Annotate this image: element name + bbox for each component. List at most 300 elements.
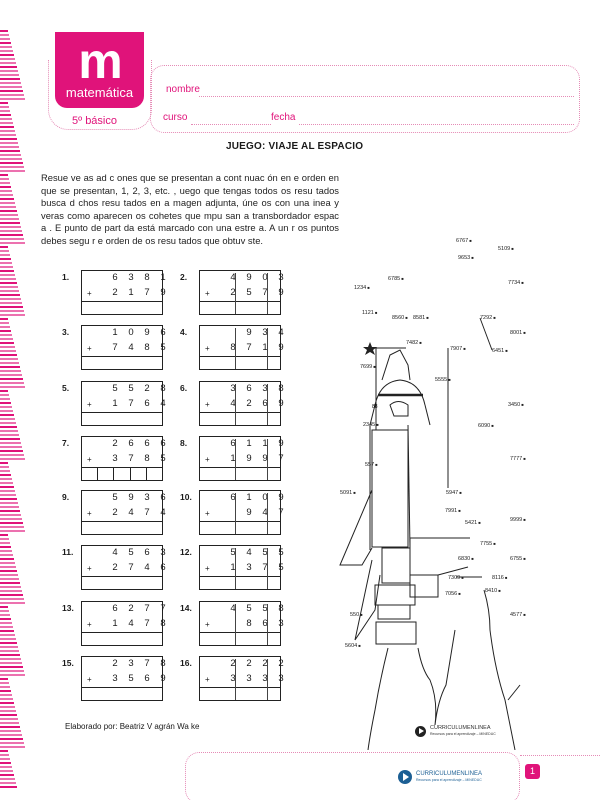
strip-line — [0, 214, 18, 216]
strip-line — [0, 354, 17, 356]
addend-top — [82, 602, 166, 617]
footer-divider — [520, 755, 600, 756]
digit: 6 — [160, 492, 166, 503]
answer-field[interactable] — [82, 688, 162, 701]
digit: 6 — [262, 398, 268, 409]
connect-dot[interactable] — [365, 462, 378, 468]
digit: 7 — [262, 287, 268, 298]
strip-line — [0, 414, 14, 416]
place-value-guide — [235, 659, 236, 700]
addend-top — [200, 546, 284, 561]
digit: 6 — [160, 562, 166, 573]
strip-line — [0, 706, 15, 708]
plus-sign: + — [205, 344, 210, 353]
connect-dot[interactable] — [458, 255, 474, 261]
strip-line — [0, 514, 21, 516]
dot-marker-icon: ■ — [522, 612, 526, 617]
digit: 7 — [128, 562, 134, 573]
strip-line — [0, 558, 14, 560]
strip-line — [0, 62, 16, 64]
addend-top — [82, 546, 166, 561]
strip-line — [0, 646, 18, 648]
addend-bottom — [200, 672, 284, 687]
connect-dot[interactable] — [508, 280, 524, 286]
strip-line — [0, 502, 18, 504]
place-value-guide — [235, 493, 236, 534]
strip-line — [0, 554, 13, 556]
strip-line — [0, 478, 12, 480]
dot-marker-icon: ■ — [468, 238, 472, 243]
answer-cell[interactable] — [98, 468, 114, 481]
strip-line — [0, 618, 11, 620]
strip-line — [0, 526, 24, 528]
strip-line — [0, 486, 14, 488]
problem-number: 14. — [180, 603, 192, 613]
strip-line — [0, 642, 17, 644]
digit: 7 — [278, 453, 284, 464]
dot-number: 4577 — [510, 612, 523, 618]
digit: 5 — [246, 287, 252, 298]
connect-dot[interactable] — [458, 556, 474, 562]
digit: 5 — [262, 547, 268, 558]
digit: 5 — [128, 383, 134, 394]
answer-field[interactable] — [82, 357, 162, 370]
strip-line — [0, 470, 10, 472]
dot-number: 8581 — [413, 315, 426, 321]
dot-marker-icon: ■ — [359, 612, 363, 617]
plus-sign: + — [87, 620, 92, 629]
play-circle-icon — [398, 770, 412, 784]
dot-marker-icon: ■ — [492, 541, 496, 546]
strip-line — [0, 74, 19, 76]
strip-line — [0, 734, 22, 736]
strip-line — [0, 430, 18, 432]
name-label: nombre — [166, 84, 200, 95]
problem-number: 10. — [180, 492, 192, 502]
strip-line — [0, 538, 9, 540]
digit: 4 — [128, 507, 134, 518]
digit: 9 — [278, 287, 284, 298]
dot-number: 5421 — [465, 520, 478, 526]
dot-marker-icon: ■ — [522, 556, 526, 561]
answer-field[interactable] — [200, 357, 280, 370]
dot-number: 5109 — [498, 246, 511, 252]
strip-line — [0, 234, 23, 236]
connect-dot[interactable] — [388, 276, 404, 282]
strip-line — [0, 602, 25, 604]
name-field[interactable] — [199, 96, 574, 97]
footer-curriculum-logo[interactable] — [398, 770, 482, 784]
dot-number: 7755 — [480, 541, 493, 547]
connect-dot[interactable] — [446, 490, 462, 496]
strip-line — [0, 410, 13, 412]
answer-cell[interactable] — [82, 468, 98, 481]
digit: 2 — [278, 658, 284, 669]
strip-line — [0, 610, 9, 612]
answer-field[interactable] — [82, 522, 162, 535]
problem-box — [199, 545, 284, 590]
dot-number: 8116 — [492, 575, 504, 581]
digit: 9 — [246, 453, 252, 464]
plus-sign: + — [87, 289, 92, 298]
plus-sign: + — [205, 675, 210, 684]
connect-dot[interactable] — [510, 556, 526, 562]
dot-number: 6755 — [510, 556, 523, 562]
strip-line — [0, 694, 12, 696]
strip-line — [0, 106, 9, 108]
connect-dot[interactable] — [413, 315, 429, 321]
curriculum-subtitle: Recursos para el aprendizaje – MINEDUC — [430, 732, 496, 736]
addend-top — [82, 437, 166, 452]
addend-bottom — [82, 617, 166, 632]
digit: 3 — [278, 673, 284, 684]
dot-marker-icon: ■ — [470, 255, 474, 260]
problem-number: 7. — [62, 438, 70, 448]
addend-top — [200, 491, 284, 506]
digit: 1 — [160, 272, 166, 283]
date-field[interactable] — [299, 124, 574, 125]
answer-field[interactable] — [200, 688, 280, 701]
answer-field[interactable] — [200, 633, 280, 646]
course-field[interactable] — [191, 124, 271, 125]
strip-line — [0, 674, 25, 676]
connect-dot[interactable] — [350, 612, 363, 618]
digit: 8 — [230, 342, 236, 353]
answer-field[interactable] — [200, 577, 280, 590]
dot-marker-icon: ■ — [447, 377, 451, 382]
strip-line — [0, 570, 17, 572]
digit: 3 — [230, 673, 236, 684]
problem-number: 13. — [62, 603, 74, 613]
digit: 0 — [262, 272, 268, 283]
strip-line — [0, 154, 21, 156]
connect-dot[interactable] — [510, 330, 526, 336]
matematica-logo — [55, 32, 144, 108]
strip-line — [0, 434, 19, 436]
strip-line — [0, 258, 11, 260]
strip-line — [0, 650, 19, 652]
connect-dot[interactable] — [456, 238, 472, 244]
strip-line — [0, 614, 10, 616]
dot-marker-icon: ■ — [374, 462, 378, 467]
digit: 3 — [112, 673, 118, 684]
digit: 6 — [144, 398, 150, 409]
strip-line — [0, 194, 13, 196]
place-value-guide — [267, 659, 268, 700]
strip-line — [0, 282, 17, 284]
answer-cell[interactable] — [114, 468, 130, 481]
connect-dot[interactable] — [480, 541, 496, 547]
answer-field[interactable] — [200, 522, 280, 535]
dot-number: 8410 — [485, 588, 498, 594]
digit: 3 — [230, 383, 236, 394]
strip-line — [0, 70, 18, 72]
strip-line — [0, 506, 19, 508]
digit: 8 — [160, 383, 166, 394]
answer-field[interactable] — [200, 468, 280, 481]
connect-dot[interactable] — [392, 315, 408, 321]
strip-line — [0, 682, 9, 684]
plus-sign: + — [205, 400, 210, 409]
digit: 9 — [160, 287, 166, 298]
digit: 8 — [144, 453, 150, 464]
dot-number: 3450 — [508, 402, 521, 408]
digit: 2 — [246, 398, 252, 409]
strip-line — [0, 678, 8, 680]
strip-line — [0, 566, 16, 568]
place-value-guide — [235, 439, 236, 480]
digit: 4 — [230, 272, 236, 283]
problem-number: 15. — [62, 658, 74, 668]
answer-field[interactable] — [200, 413, 280, 426]
strip-line — [0, 366, 20, 368]
digit: 7 — [144, 507, 150, 518]
connect-dot[interactable] — [354, 285, 370, 291]
dot-marker-icon: ■ — [490, 423, 494, 428]
digit: 7 — [144, 618, 150, 629]
strip-line — [0, 770, 13, 772]
strip-line — [0, 314, 25, 316]
connect-dot[interactable] — [485, 588, 501, 594]
digit: 4 — [160, 507, 166, 518]
rocket-nose-label: 88 — [372, 404, 378, 410]
dot-number: 550 — [350, 612, 360, 618]
digit: 1 — [128, 287, 134, 298]
plus-sign: + — [205, 509, 210, 518]
connect-dot[interactable] — [510, 456, 526, 462]
strip-line — [0, 438, 20, 440]
plus-sign: + — [87, 564, 92, 573]
digit: 6 — [230, 438, 236, 449]
strip-line — [0, 142, 18, 144]
strip-line — [0, 542, 10, 544]
strip-line — [0, 310, 24, 312]
digit: 1 — [246, 492, 252, 503]
connect-dot[interactable] — [445, 508, 461, 514]
digit: 8 — [278, 383, 284, 394]
dot-marker-icon: ■ — [372, 364, 376, 369]
strip-line — [0, 402, 11, 404]
strip-line — [0, 562, 15, 564]
answer-field[interactable] — [82, 577, 162, 590]
dot-marker-icon: ■ — [400, 276, 404, 281]
digit: 7 — [128, 453, 134, 464]
dot-marker-icon: ■ — [457, 591, 461, 596]
strip-line — [0, 782, 16, 784]
connect-dot[interactable] — [445, 591, 461, 597]
problem-box — [199, 270, 284, 315]
problem-box — [81, 325, 166, 370]
answer-cell[interactable] — [131, 468, 147, 481]
strip-line — [0, 534, 8, 536]
plus-sign: + — [87, 344, 92, 353]
strip-line — [0, 726, 20, 728]
strip-line — [0, 306, 23, 308]
dot-number: 6785 — [388, 276, 401, 282]
addend-bottom — [82, 452, 166, 467]
problem-number: 12. — [180, 547, 192, 557]
strip-line — [0, 418, 15, 420]
strip-line — [0, 166, 24, 168]
strip-line — [0, 598, 24, 600]
strip-line — [0, 250, 9, 252]
digit: 8 — [278, 603, 284, 614]
dot-number: 6451 — [492, 348, 505, 354]
digit: 2 — [112, 658, 118, 669]
strip-line — [0, 350, 16, 352]
answer-field[interactable] — [82, 302, 162, 315]
connect-dot[interactable] — [498, 246, 514, 252]
problem-number: 3. — [62, 327, 70, 337]
digit: 7 — [160, 603, 166, 614]
place-value-guide — [267, 439, 268, 480]
digit: 3 — [128, 658, 134, 669]
digit: 9 — [160, 673, 166, 684]
dot-number: 1234 — [354, 285, 367, 291]
digit: 3 — [112, 453, 118, 464]
digit: 9 — [278, 492, 284, 503]
connect-dot[interactable] — [360, 364, 376, 370]
dot-marker-icon: ■ — [522, 517, 526, 522]
connect-dot[interactable] — [465, 520, 481, 526]
strip-line — [0, 498, 17, 500]
play-circle-icon — [415, 726, 426, 737]
answer-field[interactable] — [82, 413, 162, 426]
strip-line — [0, 266, 13, 268]
dot-marker-icon: ■ — [425, 315, 429, 320]
digit: 4 — [230, 603, 236, 614]
digit: 9 — [262, 453, 268, 464]
answer-cell[interactable] — [147, 468, 162, 481]
digit: 8 — [144, 342, 150, 353]
connect-dot[interactable] — [362, 310, 377, 316]
strip-line — [0, 530, 25, 532]
digit: 5 — [246, 603, 252, 614]
strip-line — [0, 358, 18, 360]
strip-line — [0, 394, 9, 396]
strip-line — [0, 370, 21, 372]
place-value-guide — [267, 604, 268, 645]
problem-box — [199, 436, 284, 481]
dot-number: 7056 — [445, 591, 458, 597]
connect-dot[interactable] — [448, 575, 464, 581]
digit: 0 — [128, 327, 134, 338]
connect-dot[interactable] — [435, 377, 451, 383]
strip-line — [0, 510, 20, 512]
problem-number: 16. — [180, 658, 192, 668]
problem-box — [81, 656, 166, 701]
answer-field[interactable] — [200, 302, 280, 315]
digit: 2 — [144, 383, 150, 394]
digit: 6 — [144, 547, 150, 558]
strip-line — [0, 762, 11, 764]
strip-line — [0, 750, 8, 752]
strip-line — [0, 82, 21, 84]
answer-field[interactable] — [82, 468, 162, 481]
dot-marker-icon: ■ — [373, 310, 378, 315]
dot-marker-icon: ■ — [510, 246, 514, 251]
connect-dot[interactable] — [478, 423, 494, 429]
connect-dot[interactable] — [345, 643, 361, 649]
plus-sign: + — [205, 620, 210, 629]
digit: 5 — [112, 383, 118, 394]
strip-line — [0, 330, 11, 332]
connect-dot[interactable] — [508, 402, 524, 408]
connect-dot[interactable] — [340, 490, 356, 496]
dot-number: 5555 — [435, 377, 448, 383]
dot-marker-icon: ■ — [522, 330, 526, 335]
digit: 7 — [144, 603, 150, 614]
strip-line — [0, 718, 18, 720]
strip-line — [0, 162, 23, 164]
connect-dot[interactable] — [510, 517, 526, 523]
digit: 4 — [230, 398, 236, 409]
strip-line — [0, 446, 22, 448]
strip-line — [0, 294, 20, 296]
digit: 9 — [128, 492, 134, 503]
dot-number: 1121 — [362, 310, 374, 316]
problem-number: 1. — [62, 272, 70, 282]
instructions: Resue ve as ad c ones que se presentan a cont nuac ón en e orden en que se presentan, 1, 2, 3, etc. , uego que tengas todos os resu tados busca d chos resu tados en a magen adjunta, úne os con una inea y veras como aparecen os cohetes que mpu san a transbordador espac a . E punto de part da está marcado con una estre a. A un r os puntos debes segu r e orden de os resu tados que obtuv ste. — [41, 172, 339, 246]
problem-box — [81, 270, 166, 315]
digit: 3 — [278, 272, 284, 283]
logo-letter: m — [78, 33, 121, 89]
dot-marker-icon: ■ — [458, 490, 462, 495]
problem-number: 9. — [62, 492, 70, 502]
digit: 2 — [128, 603, 134, 614]
digit: 4 — [160, 398, 166, 409]
strip-line — [0, 654, 20, 656]
strip-line — [0, 318, 8, 320]
digit: 1 — [112, 398, 118, 409]
digit: 6 — [160, 438, 166, 449]
strip-line — [0, 786, 17, 788]
connect-dot[interactable] — [492, 575, 507, 581]
digit: 6 — [160, 327, 166, 338]
connect-dot[interactable] — [450, 346, 466, 352]
addend-bottom — [82, 672, 166, 687]
digit: 5 — [112, 492, 118, 503]
addend-bottom — [200, 452, 284, 467]
strip-line — [0, 182, 10, 184]
strip-line — [0, 398, 10, 400]
digit: 4 — [262, 507, 268, 518]
strip-line — [0, 286, 18, 288]
connect-dot[interactable] — [480, 315, 496, 321]
strip-line — [0, 270, 14, 272]
strip-line — [0, 474, 11, 476]
strip-line — [0, 210, 17, 212]
dot-marker-icon: ■ — [503, 575, 508, 580]
strip-line — [0, 626, 13, 628]
strip-line — [0, 50, 13, 52]
addend-bottom — [200, 397, 284, 412]
addend-bottom — [200, 617, 284, 632]
footer-logo-title: CURRICULUMENLINEA — [416, 771, 483, 777]
problem-box — [199, 381, 284, 426]
strip-line — [0, 230, 22, 232]
strip-line — [0, 754, 9, 756]
strip-line — [0, 150, 20, 152]
connect-dot[interactable] — [406, 340, 422, 346]
connect-dot[interactable] — [492, 348, 508, 354]
connect-dot[interactable] — [363, 422, 379, 428]
digit: 1 — [112, 618, 118, 629]
strip-line — [0, 378, 23, 380]
connect-dot[interactable] — [510, 612, 526, 618]
strip-line — [0, 774, 14, 776]
answer-field[interactable] — [82, 633, 162, 646]
